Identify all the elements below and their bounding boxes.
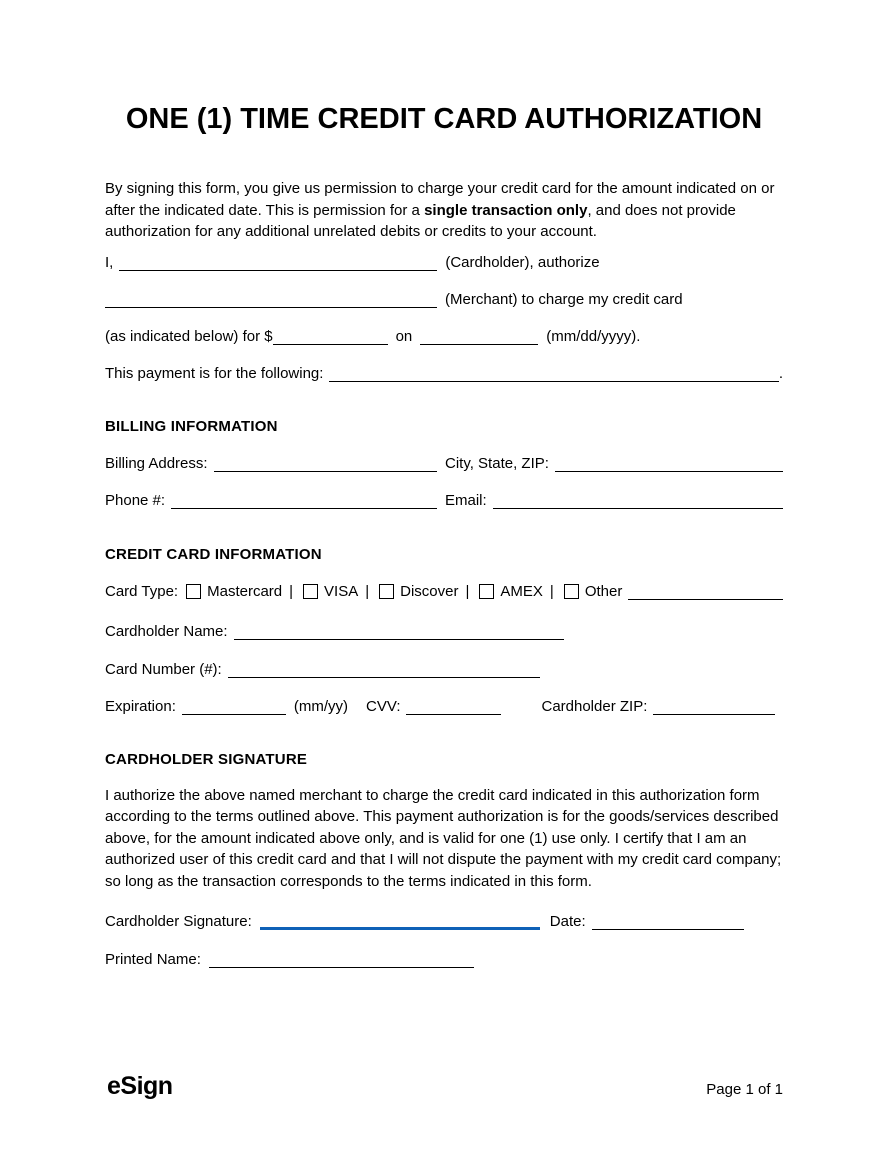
payment-description-line[interactable] (329, 367, 778, 382)
expiration-cvv-zip-row (105, 699, 783, 715)
other-checkbox[interactable] (564, 584, 579, 599)
billing-address-label: Billing Address: (105, 454, 208, 472)
cardholder-zip-line[interactable] (653, 700, 775, 715)
card-type-separator: | (365, 582, 370, 600)
visa-checkbox[interactable] (303, 584, 318, 599)
expiration-format-label: (mm/yy) (293, 697, 349, 715)
billing-address-row (105, 456, 783, 472)
merchant-suffix-label: (Merchant) to charge my credit card (445, 290, 683, 308)
cardholder-suffix-label: (Cardholder), authorize (445, 253, 600, 271)
cardholder-name-input-line[interactable] (234, 625, 564, 640)
card-type-separator: | (289, 582, 294, 600)
page-title: ONE (1) TIME CREDIT CARD AUTHORIZATION (125, 103, 763, 135)
card-type-separator: | (465, 582, 470, 600)
i-label: I, (105, 253, 114, 271)
amex-label: AMEX (500, 582, 543, 600)
card-number-line[interactable] (228, 663, 540, 678)
mastercard-checkbox[interactable] (186, 584, 201, 599)
cardholder-name-line[interactable] (119, 256, 437, 271)
printed-name-row (105, 952, 783, 968)
cardholder-authorize-row (105, 255, 783, 271)
card-type-other-line[interactable] (628, 585, 783, 600)
card-type-label: Card Type: (105, 582, 179, 600)
discover-checkbox[interactable] (379, 584, 394, 599)
charge-date-line[interactable] (420, 330, 538, 345)
signature-date-row (105, 914, 783, 930)
phone-label: Phone #: (105, 491, 166, 509)
intro-paragraph (105, 178, 783, 243)
email-label: Email: (445, 491, 487, 509)
amount-line[interactable] (273, 330, 388, 345)
visa-label: VISA (324, 582, 359, 600)
card-number-label: Card Number (#): (105, 660, 222, 678)
cardholder-name-row (105, 624, 783, 640)
email-line[interactable] (493, 494, 783, 509)
city-state-zip-line[interactable] (555, 457, 783, 472)
signature-line[interactable] (260, 915, 540, 930)
amount-prefix-label: (as indicated below) for $ (105, 327, 273, 345)
date-line[interactable] (592, 915, 744, 930)
trailing-period: . (778, 364, 783, 382)
payment-for-label: This payment is for the following: (105, 364, 324, 382)
printed-name-label: Printed Name: (105, 951, 201, 968)
credit-card-information-heading: CREDIT CARD INFORMATION (105, 545, 322, 563)
card-number-row (105, 662, 783, 678)
other-label: Other (584, 582, 623, 600)
merchant-name-line[interactable] (105, 293, 437, 308)
signature-terms-paragraph: I authorize the above named merchant to charge the credit card indicated in this authorization form according to the terms outlined above. This payment authorization is for the goods/services described above, for the amount indicated above only, and is valid for one (1) use only. I certify that I am an authorized user of this credit card and that I will not dispute the payment with my credit card company; so long as the transaction corresponds to the terms indicated in this form. (105, 786, 782, 890)
amex-checkbox[interactable] (479, 584, 494, 599)
payment-description-row (105, 366, 783, 382)
billing-information-heading: BILLING INFORMATION (105, 417, 278, 435)
cardholder-signature-heading: CARDHOLDER SIGNATURE (105, 750, 308, 768)
card-type-row (105, 584, 783, 600)
date-label: Date: (549, 913, 586, 930)
cardholder-name-label: Cardholder Name: (105, 622, 228, 640)
cvv-line[interactable] (406, 700, 501, 715)
date-format-label: (mm/dd/yyyy). (546, 327, 641, 345)
discover-label: Discover (400, 582, 459, 600)
billing-address-line[interactable] (214, 457, 437, 472)
card-type-separator: | (549, 582, 554, 600)
expiration-label: Expiration: (105, 697, 176, 715)
merchant-row (105, 292, 783, 308)
on-label: on (395, 327, 413, 345)
intro-text-1: By signing this form, you give us permission to charge your credit card for the amount indicated on or after the indicated date. This is permission for a (105, 180, 775, 219)
phone-email-row (105, 493, 783, 509)
city-state-zip-label: City, State, ZIP: (445, 454, 549, 472)
mastercard-label: Mastercard (207, 582, 283, 600)
intro-text-2: , and does not provide authorization for any additional unrelated debits or credits to your account. (105, 201, 736, 240)
amount-date-row (105, 329, 783, 345)
page-indicator: Page 1 of 1 (706, 1081, 783, 1098)
cvv-label: CVV: (366, 697, 401, 715)
printed-name-line[interactable] (209, 953, 474, 968)
esign-logo: eSign (107, 1072, 173, 1100)
cardholder-signature-label: Cardholder Signature: (105, 913, 252, 930)
intro-text-bold: single transaction only (424, 201, 588, 219)
phone-line[interactable] (171, 494, 437, 509)
cardholder-zip-label: Cardholder ZIP: (541, 697, 648, 715)
expiration-line[interactable] (182, 700, 286, 715)
